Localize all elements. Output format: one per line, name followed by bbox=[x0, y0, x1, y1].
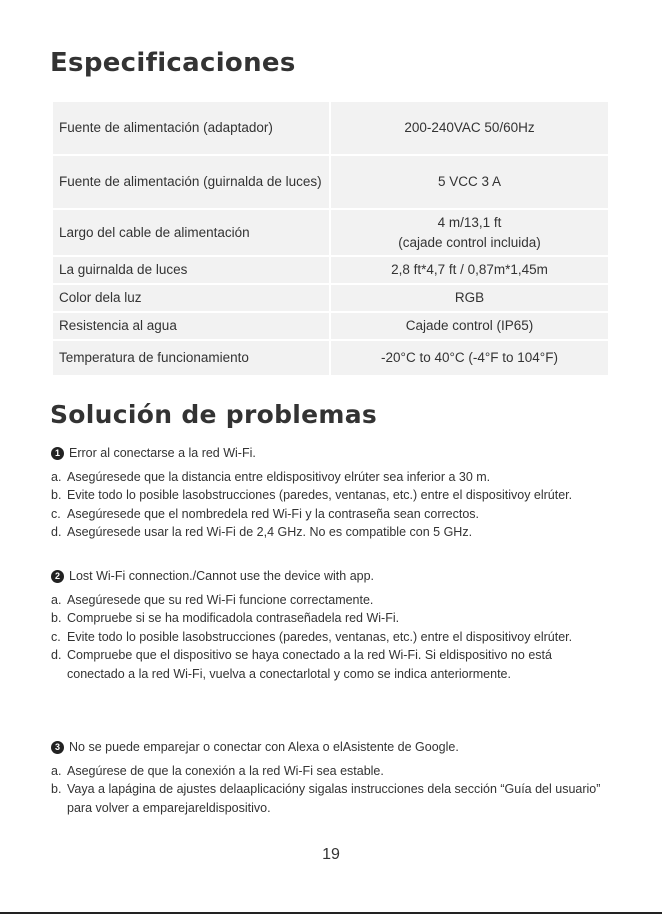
spec-value bbox=[331, 210, 608, 255]
troubleshooting-title: Solución de problemas bbox=[50, 400, 378, 429]
list-item: b. Compruebe si se ha modificadola contraseñadela red Wi-Fi. bbox=[51, 611, 400, 625]
section-heading: Lost Wi-Fi connection./Cannot use the device with app. bbox=[69, 569, 375, 583]
table-row bbox=[53, 210, 608, 255]
table-row bbox=[53, 341, 608, 375]
spec-value: RGB bbox=[331, 285, 608, 311]
section-heading: No se puede emparejar o conectar con Alexa o elAsistente de Google. bbox=[69, 740, 459, 754]
spec-value-line: (cajade control incluida) bbox=[398, 234, 541, 250]
list-item: b. Evite todo lo posible lasobstrucciones (paredes, ventanas, etc.) entre el dispositivoy elrúter. bbox=[51, 488, 573, 502]
number-2-icon: 2 bbox=[51, 570, 64, 583]
list-item: d. Compruebe que el dispositivo se haya conectado a la red Wi-Fi. Si eldispositivo no está conectado a la red Wi-Fi, vuelva a conectarlotal y como se indica anteriormente. bbox=[51, 648, 552, 681]
list-item: c. Evite todo lo posible lasobstrucciones (paredes, ventanas, etc.) entre el dispositivoy elrúter. bbox=[51, 629, 573, 644]
table-row bbox=[53, 257, 608, 283]
spec-label: Temperatura de funcionamiento bbox=[53, 341, 329, 375]
list-item: a. Asegúrese de que la conexión a la red Wi-Fi sea estable. bbox=[51, 763, 384, 778]
table-row bbox=[53, 102, 608, 154]
table-row bbox=[53, 313, 608, 339]
page-number: 19 bbox=[322, 846, 340, 863]
list-item: a. Asegúresede que la distancia entre eldispositivoy elrúter sea inferior a 30 m. bbox=[51, 469, 491, 484]
spec-value: -20°C to 40°C (-4°F to 104°F) bbox=[331, 341, 608, 375]
list-item: b. Vaya a lapágina de ajustes delaaplicacióny sigalas instrucciones dela sección “Guía del usuario” para volver a emparejareldispositivo. bbox=[51, 782, 601, 815]
list-item: d. Asegúresede usar la red Wi-Fi de 2,4 GHz. No es compatible con 5 GHz. bbox=[51, 525, 473, 539]
spec-value: Cajade control (IP65) bbox=[331, 313, 608, 339]
number-1-icon: 1 bbox=[51, 447, 64, 460]
specifications-title: Especificaciones bbox=[50, 48, 296, 78]
spec-value: 5 VCC 3 A bbox=[331, 156, 608, 208]
spec-label: Resistencia al agua bbox=[53, 313, 329, 339]
table-row bbox=[53, 285, 608, 311]
specifications-table bbox=[51, 100, 610, 377]
list-item: a. Asegúresede que su red Wi-Fi funcione correctamente. bbox=[51, 592, 374, 607]
list-item: c. Asegúresede que el nombredela red Wi-Fi y la contraseña sean correctos. bbox=[51, 506, 480, 521]
trouble-section bbox=[51, 738, 611, 817]
spec-value: 200-240VAC 50/60Hz bbox=[331, 102, 608, 154]
number-3-icon: 3 bbox=[51, 741, 64, 754]
trouble-section bbox=[51, 567, 611, 683]
spec-value-line: 4 m/13,1 ft bbox=[437, 214, 502, 230]
spec-label: La guirnalda de luces bbox=[53, 257, 329, 283]
spec-value: 2,8 ft*4,7 ft / 0,87m*1,45m bbox=[331, 257, 608, 283]
section-heading: Error al conectarse a la red Wi-Fi. bbox=[69, 446, 256, 460]
trouble-section bbox=[51, 444, 611, 542]
spec-label: Color dela luz bbox=[53, 285, 329, 311]
table-row bbox=[53, 156, 608, 208]
spec-label: Fuente de alimentación (guirnalda de luces) bbox=[53, 156, 329, 208]
spec-label: Largo del cable de alimentación bbox=[53, 210, 329, 255]
spec-label: Fuente de alimentación (adaptador) bbox=[53, 102, 329, 154]
